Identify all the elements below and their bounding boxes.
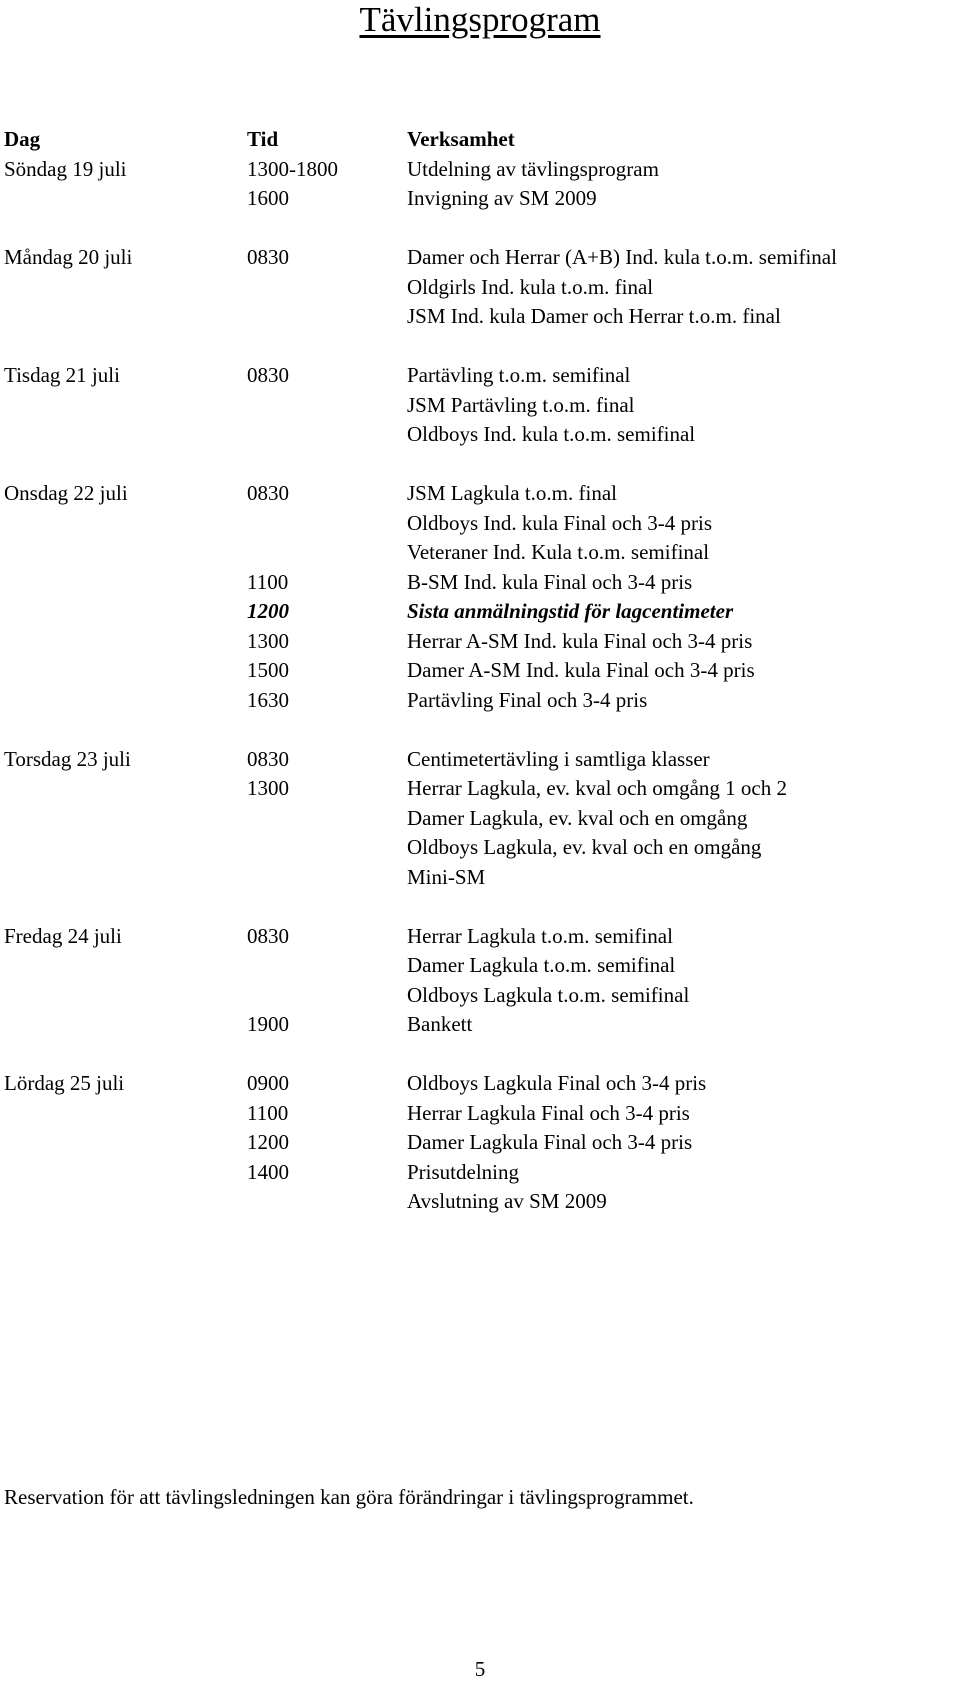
schedule-row — [4, 951, 944, 981]
schedule-spacer — [4, 332, 944, 362]
schedule-row — [4, 981, 944, 1011]
row-time: 0830 — [247, 481, 289, 505]
row-time: 1200 — [247, 1130, 289, 1154]
row-activity: JSM Ind. kula Damer och Herrar t.o.m. final — [407, 304, 781, 328]
row-time: 1100 — [247, 569, 289, 594]
row-activity: Oldboys Ind. kula t.o.m. semifinal — [407, 422, 696, 446]
schedule-row — [4, 1128, 944, 1158]
row-time: 1100 — [247, 1100, 289, 1125]
row-day: Söndag 19 juli — [4, 156, 127, 181]
row-activity: JSM Lagkula t.o.m. final — [407, 481, 617, 505]
schedule-row — [4, 922, 944, 952]
row-activity: JSM Partävling t.o.m. final — [407, 392, 635, 417]
row-activity: Centimetertävling i samtliga klasser — [407, 746, 710, 771]
row-day: Fredag 24 juli — [4, 923, 122, 948]
row-time: 1300 — [247, 776, 289, 800]
schedule-row — [4, 1099, 944, 1129]
page-title: Tävlingsprogram — [359, 0, 601, 39]
row-activity: Herrar Lagkula, ev. kval och omgång 1 och 2 — [407, 776, 787, 800]
row-activity: Sista anmälningstid för lagcentimeter — [407, 599, 734, 623]
schedule-row — [4, 774, 944, 804]
header-activity: Verksamhet — [407, 127, 515, 151]
row-time: 1630 — [247, 687, 289, 712]
reservation-note: Reservation för att tävlingsledningen kan göra förändringar i tävlingsprogrammet. — [4, 1485, 694, 1509]
row-activity: Partävling t.o.m. semifinal — [407, 363, 631, 387]
row-activity: Mini-SM — [407, 864, 486, 889]
row-day: Tisdag 21 juli — [4, 363, 120, 387]
row-activity: Avslutning av SM 2009 — [407, 1189, 607, 1213]
schedule-row — [4, 627, 944, 657]
row-activity: B-SM Ind. kula Final och 3-4 pris — [407, 569, 693, 594]
row-time: 0900 — [247, 1071, 289, 1095]
schedule-row — [4, 1010, 944, 1040]
schedule-row — [4, 243, 944, 273]
row-activity: Damer och Herrar (A+B) Ind. kula t.o.m. semifinal — [407, 245, 837, 269]
row-time: 0830 — [247, 923, 289, 948]
schedule-row — [4, 597, 944, 627]
schedule-row — [4, 656, 944, 686]
schedule-row — [4, 509, 944, 539]
schedule-row — [4, 1069, 944, 1099]
row-time: 0830 — [247, 363, 289, 387]
schedule-row — [4, 863, 944, 893]
row-activity: Herrar Lagkula t.o.m. semifinal — [407, 923, 673, 948]
schedule-row — [4, 184, 944, 214]
row-time: 1900 — [247, 1012, 289, 1036]
row-activity: Oldgirls Ind. kula t.o.m. final — [407, 274, 654, 299]
schedule-row — [4, 479, 944, 509]
row-time: 1300 — [247, 628, 289, 653]
row-day: Lördag 25 juli — [4, 1071, 125, 1095]
row-activity: Damer Lagkula t.o.m. semifinal — [407, 953, 676, 977]
schedule-row — [4, 686, 944, 716]
schedule-row — [4, 361, 944, 391]
schedule-rows — [4, 155, 944, 1217]
row-activity: Herrar A-SM Ind. kula Final och 3-4 pris — [407, 628, 753, 653]
schedule-row — [4, 155, 944, 185]
schedule-row — [4, 745, 944, 775]
row-activity: Damer Lagkula, ev. kval och en omgång — [407, 805, 748, 830]
schedule-spacer — [4, 450, 944, 480]
row-activity: Veteraner Ind. Kula t.o.m. semifinal — [407, 540, 710, 564]
schedule-row — [4, 1158, 944, 1188]
schedule-spacer — [4, 892, 944, 922]
row-time: 0830 — [247, 245, 289, 269]
schedule-spacer — [4, 214, 944, 244]
row-activity: Bankett — [407, 1012, 473, 1036]
row-activity: Herrar Lagkula Final och 3-4 pris — [407, 1100, 690, 1125]
row-activity: Oldboys Lagkula Final och 3-4 pris — [407, 1071, 707, 1095]
row-day: Måndag 20 juli — [4, 245, 133, 269]
row-time: 1300-1800 — [247, 156, 338, 181]
schedule-row — [4, 804, 944, 834]
schedule-spacer — [4, 1040, 944, 1070]
row-activity: Partävling Final och 3-4 pris — [407, 687, 648, 712]
row-time: 0830 — [247, 746, 289, 771]
row-activity: Damer Lagkula Final och 3-4 pris — [407, 1130, 693, 1154]
schedule-table — [4, 125, 944, 1217]
row-time: 1500 — [247, 658, 289, 682]
row-day: Onsdag 22 juli — [4, 481, 128, 505]
row-activity: Oldboys Lagkula t.o.m. semifinal — [407, 982, 690, 1007]
schedule-row — [4, 420, 944, 450]
row-activity: Prisutdelning — [407, 1159, 520, 1184]
header-day: Dag — [4, 127, 41, 151]
schedule-row — [4, 538, 944, 568]
row-time: 1600 — [247, 186, 289, 210]
schedule-row — [4, 1187, 944, 1217]
row-activity: Oldboys Lagkula, ev. kval och en omgång — [407, 835, 762, 859]
row-activity: Oldboys Ind. kula Final och 3-4 pris — [407, 510, 713, 535]
row-activity: Utdelning av tävlingsprogram — [407, 156, 659, 181]
row-activity: Invigning av SM 2009 — [407, 186, 597, 210]
schedule-spacer — [4, 715, 944, 745]
schedule-row — [4, 391, 944, 421]
row-activity: Damer A-SM Ind. kula Final och 3-4 pris — [407, 658, 755, 682]
page-number: 5 — [474, 1657, 486, 1681]
schedule-row — [4, 302, 944, 332]
row-time: 1200 — [247, 599, 289, 623]
row-time: 1400 — [247, 1159, 289, 1184]
row-day: Torsdag 23 juli — [4, 746, 131, 771]
header-time: Tid — [247, 127, 279, 151]
schedule-header-row — [4, 125, 944, 155]
schedule-row — [4, 568, 944, 598]
schedule-row — [4, 833, 944, 863]
schedule-row — [4, 273, 944, 303]
